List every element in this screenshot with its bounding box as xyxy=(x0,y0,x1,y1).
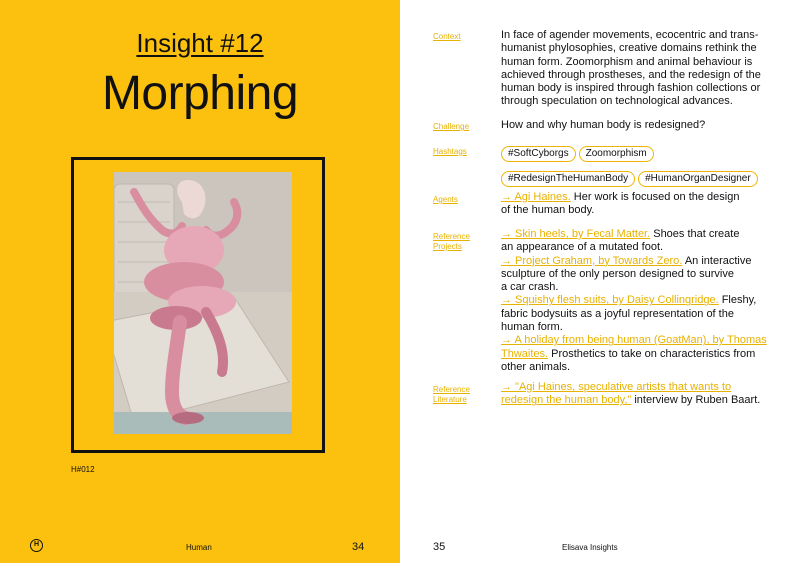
hashtag-chip[interactable]: Zoomorphism xyxy=(579,146,654,162)
agents-text xyxy=(501,191,773,218)
literature-link[interactable]: redesign the human body," xyxy=(501,394,632,407)
hashtags-label[interactable]: Hashtags xyxy=(433,147,467,156)
project-desc: human form. xyxy=(501,321,563,334)
hashtag-chip[interactable]: #HumanOrganDesigner xyxy=(638,171,758,187)
footer-publication: Elisava Insights xyxy=(562,543,618,552)
project-desc: Prosthetics to take on characteristics from xyxy=(548,347,756,360)
image-code: H#012 xyxy=(71,465,95,474)
page-title: Morphing xyxy=(101,67,299,120)
logo-icon: H xyxy=(30,539,43,552)
context-line: humanist phylosophies, creative domains rethink the xyxy=(501,42,757,55)
context-text xyxy=(501,29,773,109)
reference-literature-label-line: Literature xyxy=(433,395,467,404)
project-desc: sculpture of the only person designed to survive xyxy=(501,267,734,280)
context-line: achieved through prostheses, and the redesign of the xyxy=(501,68,761,81)
hashtag-chip[interactable]: #SoftCyborgs xyxy=(501,146,576,162)
hashtag-chip[interactable]: #RedesignTheHumanBody xyxy=(501,171,635,187)
context-label[interactable]: Context xyxy=(433,32,461,41)
project-desc: other animals. xyxy=(501,360,571,373)
literature-link[interactable]: → "Agi Haines, speculative artists that wants to xyxy=(501,381,732,393)
agent-link[interactable]: → Agi Haines. xyxy=(501,191,571,203)
reference-literature-label-line: Reference xyxy=(433,385,470,394)
challenge-label[interactable]: Challenge xyxy=(433,122,470,131)
reference-literature-text xyxy=(501,381,773,408)
project-link-goatman[interactable]: → A holiday from being human (GoatMan), by Thomas xyxy=(501,334,767,347)
project-link-graham[interactable]: → Project Graham, by Towards Zero. xyxy=(501,254,683,267)
figure-photo xyxy=(114,172,292,434)
reference-projects-text xyxy=(501,228,773,374)
project-link-goatman[interactable]: Thwaites. xyxy=(501,347,549,360)
agent-desc: of the human body. xyxy=(501,204,595,217)
right-page xyxy=(400,0,800,563)
agent-desc: Her work is focused on the design xyxy=(570,191,740,203)
context-line: In face of agender movements, ecocentric and trans- xyxy=(501,29,759,41)
footer-section: Human xyxy=(186,543,212,552)
page-number-right: 35 xyxy=(433,541,446,553)
project-desc: Fleshy, xyxy=(718,294,757,307)
project-desc: An interactive xyxy=(682,254,752,267)
project-desc: an appearance of a mutated foot. xyxy=(501,241,664,254)
agents-label[interactable]: Agents xyxy=(433,195,458,204)
reference-projects-label-line: Projects xyxy=(433,242,462,251)
insight-label: Insight #12 xyxy=(136,28,264,58)
project-desc: a car crash. xyxy=(501,281,559,294)
reference-literature-label[interactable] xyxy=(433,385,493,405)
challenge-text: How and why human body is redesigned? xyxy=(501,119,706,131)
project-link-squishy-suits[interactable]: → Squishy flesh suits, by Daisy Collingridge. xyxy=(501,294,719,307)
project-desc: Shoes that create xyxy=(650,228,740,240)
context-line: through speculation on technological advances. xyxy=(501,95,733,108)
project-link-skin-heels[interactable]: → Skin heels, by Fecal Matter. xyxy=(501,228,651,240)
reference-projects-label-line: Reference xyxy=(433,232,470,241)
squishy-suit-figure-illustration xyxy=(114,172,292,434)
page-number-left: 34 xyxy=(352,541,365,553)
literature-desc: interview by Ruben Baart. xyxy=(631,394,761,407)
context-line: human form. Zoomorphism and animal behaviour is xyxy=(501,55,753,68)
project-desc: fabric bodysuits as a joyful representation of the xyxy=(501,307,734,320)
reference-projects-label[interactable] xyxy=(433,232,493,252)
context-line: human body is inspired through fashion collections or xyxy=(501,82,761,95)
hashtag-list xyxy=(501,143,791,193)
